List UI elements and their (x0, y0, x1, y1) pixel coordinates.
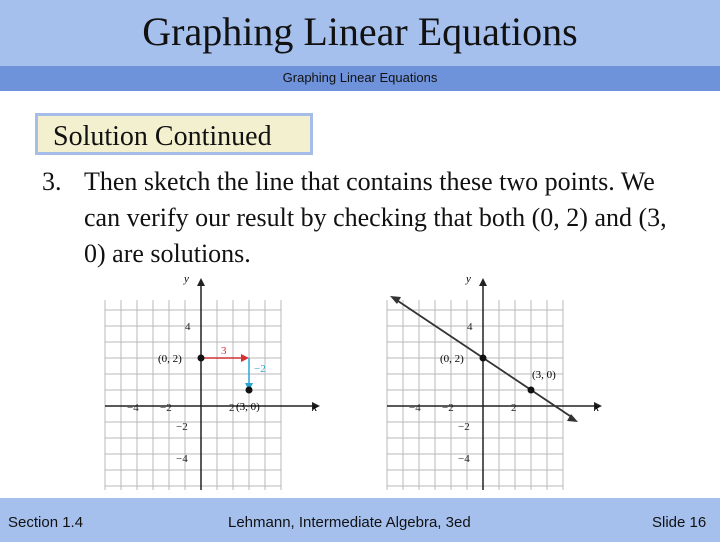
right-y-tick-label: −4 (458, 453, 470, 465)
left-graph (100, 270, 330, 492)
left-x-tick-label: −2 (160, 402, 172, 414)
solution-label: Solution Continued (53, 121, 272, 152)
left-point-b-label: (3, 0) (236, 401, 260, 413)
left-point-a (198, 355, 205, 362)
right-x-axis-label: x (594, 400, 600, 414)
right-x-tick-label: −4 (409, 402, 421, 414)
footer-section: Section 1.4 (8, 514, 84, 531)
step-number: 3. (42, 167, 62, 196)
footer-slide-number: Slide 16 (652, 514, 707, 531)
right-grid (387, 300, 563, 490)
footer-book: Lehmann, Intermediate Algebra, 3ed (228, 514, 471, 531)
left-y-arrow-icon (197, 278, 205, 286)
solution-label-box (35, 113, 313, 155)
right-point-a-label: (0, 2) (440, 353, 464, 365)
right-x-tick-label: −2 (442, 402, 454, 414)
left-x-tick-label: 2 (229, 402, 235, 414)
left-rise-label: −2 (254, 363, 266, 375)
left-grid (105, 300, 281, 490)
right-point-b-label: (3, 0) (532, 369, 556, 381)
step-text: Then sketch the line that contains these two points. We can verify our result by checking that both (0, 2) and (3, 0) are solutions. (84, 167, 667, 268)
title-bar (0, 0, 720, 67)
right-y-arrow-icon (479, 278, 487, 286)
left-point-b (246, 387, 253, 394)
right-point-a (480, 355, 487, 362)
right-y-tick-label: −2 (458, 421, 470, 433)
right-y-axis-label: y (466, 273, 471, 285)
footer-bar (0, 496, 720, 542)
left-x-tick-label: −4 (127, 402, 139, 414)
left-y-axis-label: y (184, 273, 189, 285)
left-y-tick-label: −2 (176, 421, 188, 433)
left-run-label: 3 (221, 345, 227, 357)
left-y-tick-label: 4 (185, 321, 191, 333)
left-run-arrow-icon (241, 354, 249, 362)
right-point-b (528, 387, 535, 394)
left-point-a-label: (0, 2) (158, 353, 182, 365)
step-text-block (42, 164, 682, 272)
right-y-tick-label: 4 (467, 321, 473, 333)
subtitle-bar (0, 66, 720, 91)
right-graph (382, 270, 612, 492)
slide-title: Graphing Linear Equations (142, 9, 578, 54)
right-x-tick-label: 2 (511, 402, 517, 414)
left-y-tick-label: −4 (176, 453, 188, 465)
left-x-axis-label: x (312, 400, 318, 414)
slide-subtitle: Graphing Linear Equations (282, 70, 438, 85)
